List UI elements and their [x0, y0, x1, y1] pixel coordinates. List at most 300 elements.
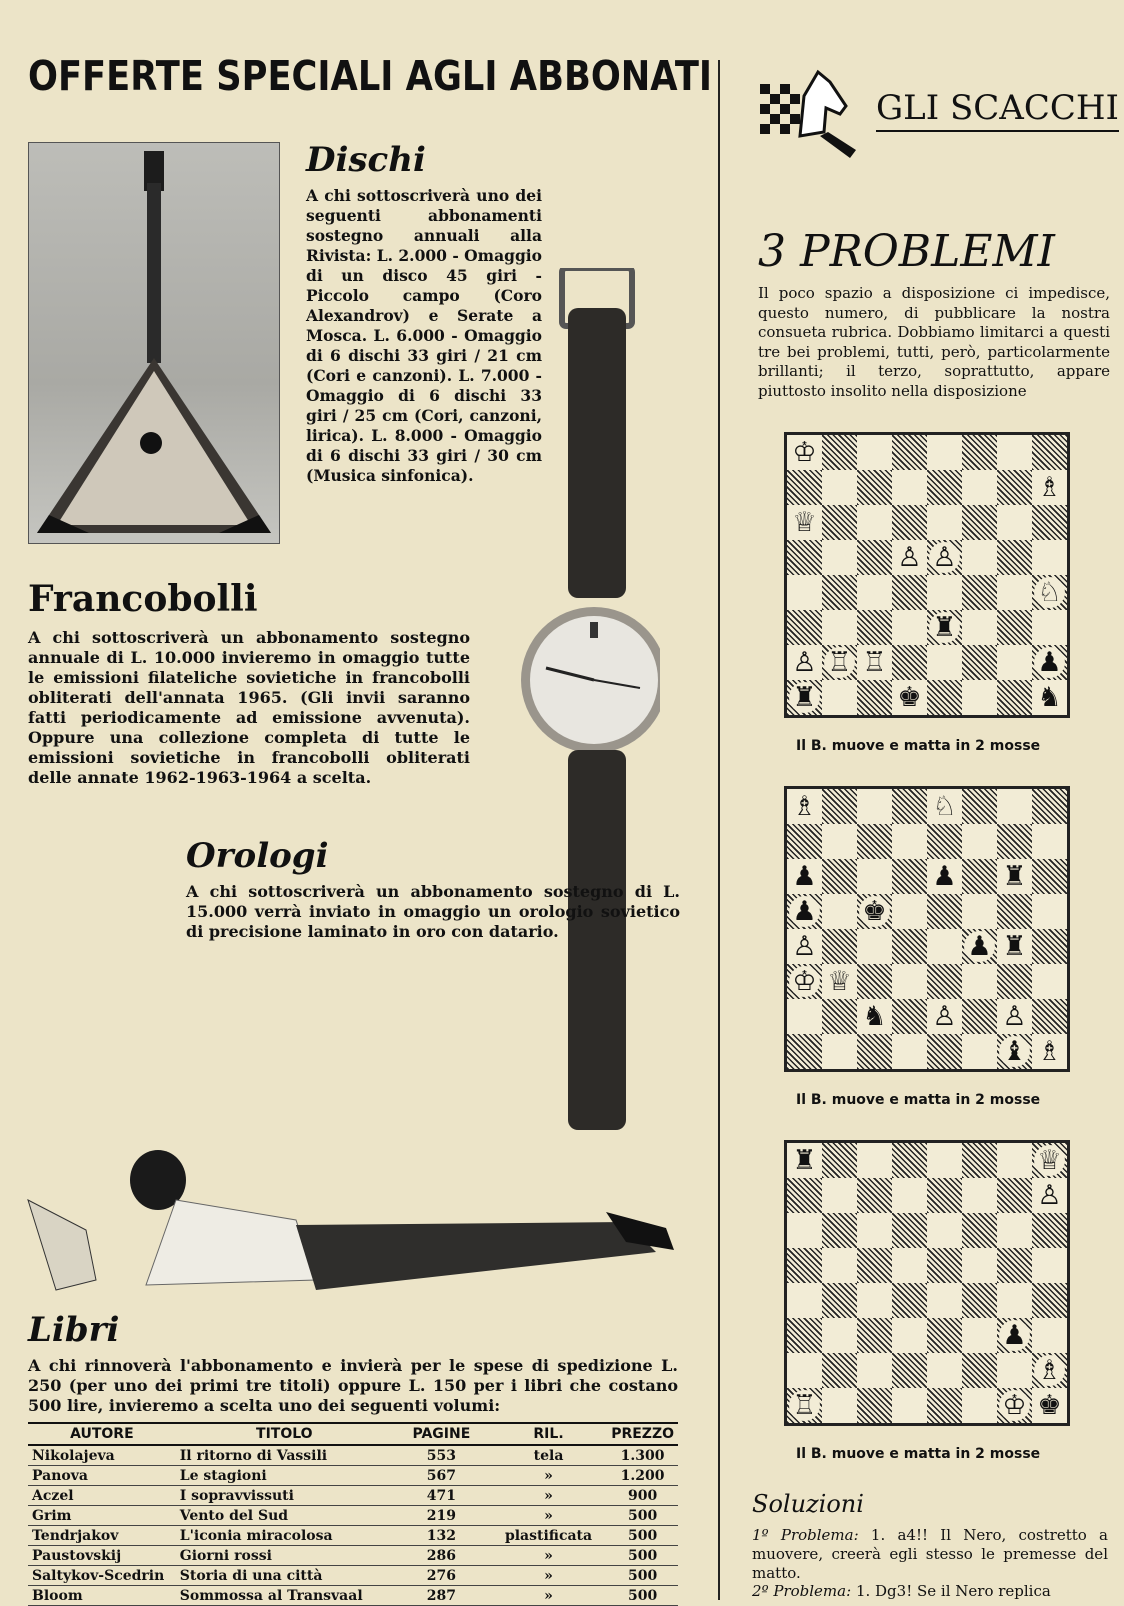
- board-square: [927, 1388, 962, 1423]
- white-king-icon: ♔: [999, 1390, 1030, 1421]
- cell-pagine: 132: [393, 1526, 490, 1546]
- board-square: [927, 1248, 962, 1283]
- board-square: [822, 824, 857, 859]
- board-square: [787, 929, 822, 964]
- board-square: [857, 575, 892, 610]
- black-rook-icon: ♜: [789, 682, 820, 713]
- white-king-icon: ♔: [789, 966, 820, 997]
- libri-title: Libri: [28, 1310, 120, 1350]
- board-square: [997, 1388, 1032, 1423]
- board-square: [927, 505, 962, 540]
- board-square: [892, 1213, 927, 1248]
- board-square: [962, 470, 997, 505]
- board-square: [857, 540, 892, 575]
- board-square: [962, 540, 997, 575]
- board-square: [1032, 999, 1067, 1034]
- board-square: [927, 964, 962, 999]
- board-square: [787, 435, 822, 470]
- board-square: [787, 1178, 822, 1213]
- board-square: [857, 1353, 892, 1388]
- board-square: [1032, 575, 1067, 610]
- chess-board-3: [784, 1140, 1070, 1426]
- board-square: [787, 859, 822, 894]
- board-square: [892, 1178, 927, 1213]
- reading-boy-icon: [26, 1140, 676, 1320]
- board-square: [1032, 645, 1067, 680]
- books-table: [28, 1422, 678, 1606]
- black-pawn-icon: ♟: [789, 861, 820, 892]
- knight-checkerboard-icon: [760, 66, 860, 162]
- solution-2-label: 2º Problema:: [752, 1582, 852, 1600]
- board-square: [962, 435, 997, 470]
- board-square: [1032, 1353, 1067, 1388]
- board-square: [1032, 1248, 1067, 1283]
- board-square: [857, 505, 892, 540]
- board-square: [787, 470, 822, 505]
- board-square: [962, 999, 997, 1034]
- board-square: [822, 1143, 857, 1178]
- board-square: [997, 1318, 1032, 1353]
- black-bishop-icon: ♝: [999, 1036, 1030, 1067]
- board-square: [1032, 505, 1067, 540]
- board-square: [962, 789, 997, 824]
- cell-pagine: 276: [393, 1566, 490, 1586]
- board-square: [997, 505, 1032, 540]
- board-1-caption: Il B. muove e matta in 2 mosse: [796, 738, 1041, 754]
- wristwatch-icon: [520, 268, 660, 1168]
- white-queen-icon: ♕: [1034, 1145, 1065, 1176]
- white-pawn-icon: ♙: [789, 647, 820, 678]
- board-square: [787, 999, 822, 1034]
- chess-board-2: [784, 786, 1070, 1072]
- black-pawn-icon: ♟: [789, 896, 820, 927]
- board-square: [927, 1283, 962, 1318]
- black-king-icon: ♚: [1034, 1390, 1065, 1421]
- board-square: [1032, 610, 1067, 645]
- board-square: [962, 1248, 997, 1283]
- white-queen-icon: ♕: [789, 507, 820, 538]
- board-square: [1032, 540, 1067, 575]
- board-square: [857, 1388, 892, 1423]
- board-square: [962, 645, 997, 680]
- page-headline: OFFERTE SPECIALI AGLI ABBONATI: [28, 52, 713, 100]
- board-square: [927, 470, 962, 505]
- white-bishop-icon: ♗: [1034, 1355, 1065, 1386]
- board-square: [927, 894, 962, 929]
- problems-title: 3 PROBLEMI: [758, 226, 1055, 277]
- chess-section-title: GLI SCACCHI: [876, 88, 1119, 132]
- dischi-title: Dischi: [306, 140, 426, 180]
- board-square: [1032, 1318, 1067, 1353]
- board-square: [927, 1034, 962, 1069]
- cell-titolo: Giorni rossi: [176, 1546, 393, 1566]
- board-square: [857, 470, 892, 505]
- board-square: [927, 1353, 962, 1388]
- board-square: [962, 929, 997, 964]
- board-square: [857, 1283, 892, 1318]
- board-square: [857, 1248, 892, 1283]
- board-square: [787, 894, 822, 929]
- cell-ril: »: [490, 1506, 607, 1526]
- board-square: [857, 929, 892, 964]
- board-square: [997, 1034, 1032, 1069]
- board-square: [927, 575, 962, 610]
- white-knight-icon: ♘: [1034, 577, 1065, 608]
- board-square: [997, 1283, 1032, 1318]
- board-square: [822, 789, 857, 824]
- white-rook-icon: ♖: [824, 647, 855, 678]
- board-square: [962, 964, 997, 999]
- board-square: [997, 929, 1032, 964]
- board-square: [822, 859, 857, 894]
- board-square: [1032, 680, 1067, 715]
- board-square: [822, 645, 857, 680]
- board-square: [1032, 789, 1067, 824]
- board-square: [787, 575, 822, 610]
- white-queen-icon: ♕: [824, 966, 855, 997]
- orologi-title: Orologi: [186, 836, 329, 876]
- cell-ril: »: [490, 1466, 607, 1486]
- black-pawn-icon: ♟: [999, 1320, 1030, 1351]
- board-square: [787, 1248, 822, 1283]
- cell-ril: »: [490, 1566, 607, 1586]
- black-pawn-icon: ♟: [929, 861, 960, 892]
- cell-autore: Paustovskij: [28, 1546, 176, 1566]
- board-square: [1032, 435, 1067, 470]
- board-square: [892, 575, 927, 610]
- cell-titolo: Le stagioni: [176, 1466, 393, 1486]
- board-square: [1032, 1213, 1067, 1248]
- board-square: [962, 680, 997, 715]
- board-square: [857, 789, 892, 824]
- board-square: [857, 1318, 892, 1353]
- white-rook-icon: ♖: [789, 1390, 820, 1421]
- board-square: [892, 1353, 927, 1388]
- libri-text: A chi rinnoverà l'abbonamento e invierà per le spese di spedizione L. 250 (per uno dei primi tre titoli) oppure L. 150 per i libri che costano 500 lire, invieremo a scelta uno dei seguenti volumi:: [28, 1356, 678, 1415]
- board-square: [787, 1143, 822, 1178]
- solution-1-label: 1º Problema:: [752, 1526, 859, 1544]
- board-square: [787, 1318, 822, 1353]
- board-square: [997, 1353, 1032, 1388]
- board-square: [892, 680, 927, 715]
- board-square: [997, 680, 1032, 715]
- board-square: [927, 1318, 962, 1353]
- table-row: [28, 1586, 678, 1606]
- board-square: [822, 540, 857, 575]
- board-square: [1032, 1034, 1067, 1069]
- books-body: [28, 1445, 678, 1606]
- black-pawn-icon: ♟: [964, 931, 995, 962]
- dischi-text: A chi sottoscriverà uno dei seguenti abbonamenti sostegno annuali alla Rivista: L. 2.000 - Omaggio di un disco 45 giri - Piccolo campo (Coro Alexandrov) e Serate a Mosca. L. 6.000 - Omaggio di 6 dischi 33 giri / 21 cm (Cori e canzoni). L. 7.000 - Omaggio di 6 dischi 33 giri / 25 cm (Cori, canzoni, lirica). L. 8.000 - Omaggio di 6 dischi 33 giri / 30 cm (Musica sinfonica).: [306, 186, 543, 485]
- board-square: [822, 929, 857, 964]
- cell-ril: »: [490, 1486, 607, 1506]
- solution-2-text: 1. Dg3! Se il Nero replica: [855, 1582, 1051, 1600]
- cell-autore: Bloom: [28, 1586, 176, 1606]
- board-square: [892, 859, 927, 894]
- cell-pagine: 287: [393, 1586, 490, 1606]
- board-square: [962, 1353, 997, 1388]
- board-square: [857, 894, 892, 929]
- white-pawn-icon: ♙: [929, 542, 960, 573]
- reading-boy-photo: [26, 1140, 676, 1320]
- board-square: [787, 1213, 822, 1248]
- board-square: [927, 540, 962, 575]
- board-square: [892, 1143, 927, 1178]
- board-square: [892, 1388, 927, 1423]
- cell-autore: Grim: [28, 1506, 176, 1526]
- cell-autore: Aczel: [28, 1486, 176, 1506]
- cell-pagine: 219: [393, 1506, 490, 1526]
- board-square: [822, 1283, 857, 1318]
- board-square: [1032, 1178, 1067, 1213]
- board-square: [1032, 1283, 1067, 1318]
- board-square: [787, 789, 822, 824]
- board-square: [927, 680, 962, 715]
- black-rook-icon: ♜: [999, 861, 1030, 892]
- black-rook-icon: ♜: [789, 1145, 820, 1176]
- board-square: [927, 999, 962, 1034]
- board-square: [892, 1034, 927, 1069]
- board-square: [822, 1353, 857, 1388]
- board-square: [892, 1283, 927, 1318]
- board-square: [997, 789, 1032, 824]
- board-square: [1032, 964, 1067, 999]
- board-square: [787, 964, 822, 999]
- board-square: [962, 1213, 997, 1248]
- board-square: [962, 1143, 997, 1178]
- table-row: [28, 1546, 678, 1566]
- board-square: [787, 1388, 822, 1423]
- board-square: [857, 645, 892, 680]
- board-square: [962, 505, 997, 540]
- board-square: [997, 470, 1032, 505]
- board-square: [822, 1213, 857, 1248]
- board-square: [892, 1248, 927, 1283]
- cell-ril: tela: [490, 1445, 607, 1466]
- board-square: [857, 680, 892, 715]
- board-square: [822, 1178, 857, 1213]
- board-square: [822, 505, 857, 540]
- board-square: [787, 505, 822, 540]
- cell-pagine: 286: [393, 1546, 490, 1566]
- solution-1-text: 1. a4!! Il Nero, costretto a muovere, creerà egli stesso le premesse del matto.: [752, 1526, 1108, 1582]
- board-square: [927, 929, 962, 964]
- black-rook-icon: ♜: [929, 612, 960, 643]
- table-row: [28, 1486, 678, 1506]
- white-bishop-icon: ♗: [789, 791, 820, 822]
- chess-board-1: [784, 432, 1070, 718]
- cell-titolo: Vento del Sud: [176, 1506, 393, 1526]
- cell-prezzo: 900: [607, 1486, 678, 1506]
- board-square: [997, 435, 1032, 470]
- board-square: [892, 964, 927, 999]
- white-bishop-icon: ♗: [1034, 472, 1065, 503]
- white-pawn-icon: ♙: [789, 931, 820, 962]
- col-prezzo: PREZZO: [607, 1423, 678, 1445]
- board-square: [787, 610, 822, 645]
- table-row: [28, 1566, 678, 1586]
- solutions-title: Soluzioni: [752, 1490, 864, 1518]
- board-square: [892, 470, 927, 505]
- board-square: [962, 824, 997, 859]
- board-square: [892, 435, 927, 470]
- board-square: [822, 575, 857, 610]
- col-titolo: TITOLO: [176, 1423, 393, 1445]
- board-square: [1032, 1143, 1067, 1178]
- board-square: [997, 1213, 1032, 1248]
- board-square: [1032, 470, 1067, 505]
- board-square: [892, 645, 927, 680]
- white-pawn-icon: ♙: [1034, 1180, 1065, 1211]
- board-square: [962, 859, 997, 894]
- board-square: [962, 575, 997, 610]
- cell-prezzo: 1.200: [607, 1466, 678, 1486]
- board-square: [857, 1178, 892, 1213]
- board-square: [857, 1143, 892, 1178]
- board-square: [822, 1248, 857, 1283]
- francobolli-text: A chi sottoscriverà un abbonamento sostegno annuale di L. 10.000 invieremo in omaggio tutte le emissioni filateliche sovietiche in francobolli obliterati dell'annata 1965. (Gli invii saranno fatti periodicamente ad emissione avvenuta). Oppure una collezione completa di tutte le emissioni sovietiche in francobolli obliterati delle annate 1962-1963-1964 a scelta.: [28, 628, 470, 787]
- board-square: [857, 435, 892, 470]
- board-square: [927, 789, 962, 824]
- board-square: [822, 435, 857, 470]
- board-square: [962, 894, 997, 929]
- cell-titolo: L'iconia miracolosa: [176, 1526, 393, 1546]
- white-bishop-icon: ♗: [1034, 1036, 1065, 1067]
- board-square: [892, 505, 927, 540]
- cell-prezzo: 500: [607, 1586, 678, 1606]
- board-3-caption: Il B. muove e matta in 2 mosse: [796, 1446, 1041, 1462]
- white-knight-icon: ♘: [929, 791, 960, 822]
- cell-titolo: Sommossa al Transvaal: [176, 1586, 393, 1606]
- white-pawn-icon: ♙: [894, 542, 925, 573]
- board-square: [822, 680, 857, 715]
- board-square: [962, 1034, 997, 1069]
- board-square: [822, 1034, 857, 1069]
- orologi-text: A chi sottoscriverà un abbonamento sostegno di L. 15.000 verrà inviato in omaggio un orologio sovietico di precisione laminato in oro con datario.: [186, 882, 680, 941]
- solution-2: [752, 1582, 1108, 1601]
- board-square: [962, 1283, 997, 1318]
- board-square: [857, 1213, 892, 1248]
- board-square: [927, 1178, 962, 1213]
- board-square: [997, 610, 1032, 645]
- board-square: [892, 789, 927, 824]
- cell-ril: plastificata: [490, 1526, 607, 1546]
- board-square: [857, 859, 892, 894]
- board-square: [892, 1318, 927, 1353]
- col-autore: AUTORE: [28, 1423, 176, 1445]
- board-square: [822, 470, 857, 505]
- board-square: [927, 1143, 962, 1178]
- black-knight-icon: ♞: [1034, 682, 1065, 713]
- white-king-icon: ♔: [789, 437, 820, 468]
- black-rook-icon: ♜: [999, 931, 1030, 962]
- board-square: [962, 1388, 997, 1423]
- black-king-icon: ♚: [859, 896, 890, 927]
- cell-ril: »: [490, 1546, 607, 1566]
- board-square: [857, 999, 892, 1034]
- table-row: [28, 1466, 678, 1486]
- column-divider: [718, 60, 720, 1600]
- black-knight-icon: ♞: [859, 1001, 890, 1032]
- cell-ril: »: [490, 1586, 607, 1606]
- board-square: [997, 824, 1032, 859]
- cell-autore: Saltykov-Scedrin: [28, 1566, 176, 1586]
- board-square: [822, 999, 857, 1034]
- board-square: [927, 435, 962, 470]
- table-header-row: [28, 1423, 678, 1445]
- board-square: [787, 645, 822, 680]
- cell-autore: Nikolajeva: [28, 1445, 176, 1466]
- chess-intro: Il poco spazio a disposizione ci impedisce, questo numero, di pubblicare la nostra consueta rubrica. Dobbiamo limitarci a questi tre bei problemi, tutti, però, particolarmente brillanti; il terzo, soprattutto, appare piuttosto insolito nella disposizione: [758, 284, 1110, 400]
- board-square: [787, 1283, 822, 1318]
- board-square: [857, 1034, 892, 1069]
- board-square: [927, 645, 962, 680]
- board-square: [857, 610, 892, 645]
- board-square: [997, 1178, 1032, 1213]
- balalaika-photo: [28, 142, 280, 544]
- board-square: [997, 1248, 1032, 1283]
- solution-1: [752, 1526, 1108, 1583]
- cell-titolo: I sopravvissuti: [176, 1486, 393, 1506]
- balalaika-icon: [29, 143, 279, 543]
- col-ril: RIL.: [490, 1423, 607, 1445]
- white-pawn-icon: ♙: [999, 1001, 1030, 1032]
- board-square: [787, 680, 822, 715]
- cell-autore: Panova: [28, 1466, 176, 1486]
- wristwatch-photo: [520, 268, 660, 1168]
- board-square: [927, 859, 962, 894]
- white-rook-icon: ♖: [859, 647, 890, 678]
- board-2-caption: Il B. muove e matta in 2 mosse: [796, 1092, 1041, 1108]
- cell-prezzo: 500: [607, 1546, 678, 1566]
- board-square: [1032, 929, 1067, 964]
- black-king-icon: ♚: [894, 682, 925, 713]
- table-row: [28, 1526, 678, 1546]
- board-square: [997, 859, 1032, 894]
- table-row: [28, 1445, 678, 1466]
- board-square: [892, 929, 927, 964]
- cell-pagine: 567: [393, 1466, 490, 1486]
- board-square: [787, 540, 822, 575]
- board-square: [892, 540, 927, 575]
- cell-pagine: 471: [393, 1486, 490, 1506]
- black-pawn-icon: ♟: [1034, 647, 1065, 678]
- board-square: [892, 824, 927, 859]
- cell-prezzo: 500: [607, 1526, 678, 1546]
- cell-titolo: Il ritorno di Vassili: [176, 1445, 393, 1466]
- board-square: [822, 1388, 857, 1423]
- board-square: [1032, 824, 1067, 859]
- board-square: [997, 999, 1032, 1034]
- board-square: [997, 894, 1032, 929]
- board-square: [787, 1353, 822, 1388]
- francobolli-title: Francobolli: [28, 578, 258, 620]
- white-pawn-icon: ♙: [929, 1001, 960, 1032]
- board-square: [997, 645, 1032, 680]
- board-square: [1032, 894, 1067, 929]
- cell-titolo: Storia di una città: [176, 1566, 393, 1586]
- board-square: [997, 540, 1032, 575]
- board-square: [1032, 859, 1067, 894]
- board-square: [927, 610, 962, 645]
- board-square: [997, 964, 1032, 999]
- cell-pagine: 553: [393, 1445, 490, 1466]
- board-square: [927, 824, 962, 859]
- table-row: [28, 1506, 678, 1526]
- cell-autore: Tendrjakov: [28, 1526, 176, 1546]
- board-square: [787, 824, 822, 859]
- board-square: [997, 1143, 1032, 1178]
